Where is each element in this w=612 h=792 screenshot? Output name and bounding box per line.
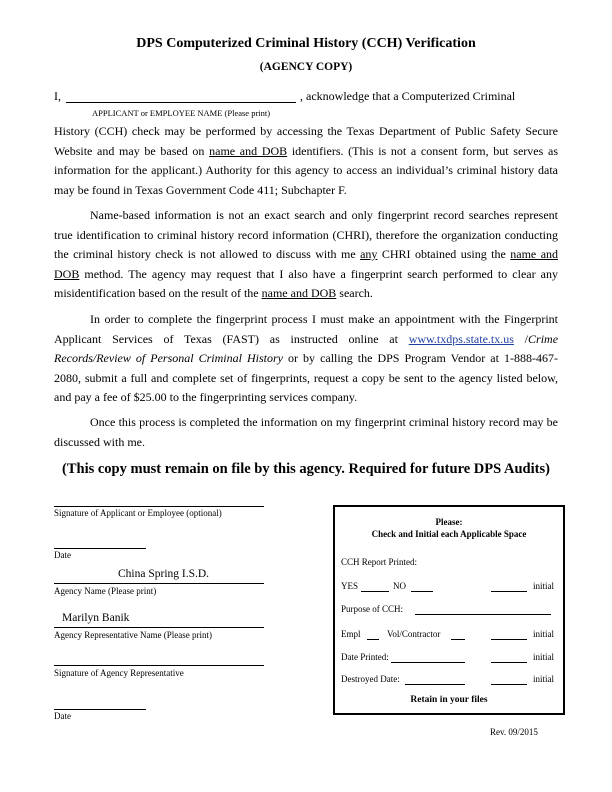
date-label-2: Date bbox=[54, 711, 71, 721]
rep-signature-line[interactable] bbox=[54, 665, 264, 666]
rep-name-value[interactable]: Marilyn Banik bbox=[62, 612, 130, 624]
yes-label: YES bbox=[341, 581, 359, 591]
empl-field[interactable] bbox=[367, 639, 379, 640]
purpose-field[interactable] bbox=[415, 614, 551, 615]
box-title-1: Please: bbox=[435, 517, 463, 527]
initial-label-2: initial bbox=[533, 629, 554, 639]
rep-name-line bbox=[54, 627, 264, 628]
vol-field[interactable] bbox=[451, 639, 465, 640]
retention-notice: (This copy must remain on file by this agency. Required for future DPS Audits) bbox=[62, 461, 550, 477]
box-title-2: Check and Initial each Applicable Space bbox=[371, 529, 527, 539]
paragraph-4: Once this process is completed the information on my fingerprint criminal history record may be discussed with me. bbox=[54, 415, 558, 449]
initial-label-1: initial bbox=[533, 581, 554, 591]
paragraph-2: Name-based information is not an exact search and only fingerprint record searches represent true identification to criminal history record information (CHRI), therefore the organization conducting the criminal history check is not allowed to discuss with me any CHRI obtained using the name and DOB method. The agency may request that I also have a fingerprint search performed to clear any misidentification based on the result of the name and DOB search. bbox=[54, 208, 559, 300]
agency-checklist-box bbox=[333, 505, 565, 715]
destroyed-field[interactable] bbox=[405, 684, 465, 685]
intro-suffix: , acknowledge that a Computerized Criminal bbox=[300, 89, 516, 103]
agency-name-label: Agency Name (Please print) bbox=[54, 586, 157, 596]
rep-signature-label: Signature of Agency Representative bbox=[54, 668, 184, 678]
vol-label: Vol/Contractor bbox=[387, 629, 441, 639]
initial-field-1[interactable] bbox=[491, 591, 527, 592]
no-field[interactable] bbox=[411, 591, 433, 592]
rep-name-label: Agency Representative Name (Please print) bbox=[54, 630, 212, 640]
paragraph-1: History (CCH) check may be performed by accessing the Texas Department of Public Safety Secure Website and may be based on name and DOB identifiers. (This is not a consent form, but serves as information for the applicant.) Authority for this agency to access an individual’s criminal history data may be found in Texas Government Code 411; Subchapter F. bbox=[54, 124, 558, 197]
initial-field-2[interactable] bbox=[491, 639, 527, 640]
dps-website-link[interactable]: www.txdps.state.tx.us bbox=[408, 331, 514, 346]
date-line-1[interactable] bbox=[54, 548, 146, 549]
intro-line bbox=[54, 89, 61, 104]
paragraph-3: In order to complete the fingerprint process I must make an appointment with the Fingerprint Applicant Services of Texas (FAST) as instructed online at www.txdps.state.tx.us /Crime Records/Review of Personal Criminal History or by calling the DPS Program Vendor at 1-888-467-2080, submit a full and complete set of fingerprints, request a copy be sent to the agency listed below, and pay a fee of $25.00 to the fingerprinting services company. bbox=[54, 312, 559, 404]
date-printed-label: Date Printed: bbox=[341, 652, 389, 662]
purpose-label: Purpose of CCH: bbox=[341, 604, 404, 614]
date-label-1: Date bbox=[54, 550, 71, 560]
date-line-2[interactable] bbox=[54, 709, 146, 710]
cch-printed-label: CCH Report Printed: bbox=[341, 557, 417, 567]
intro-prefix: I, bbox=[54, 89, 61, 103]
agency-name-value[interactable]: China Spring I.S.D. bbox=[118, 568, 210, 580]
initial-label-4: initial bbox=[533, 674, 554, 684]
applicant-name-field[interactable] bbox=[66, 102, 296, 103]
applicant-signature-line[interactable] bbox=[54, 506, 264, 507]
form-title: DPS Computerized Criminal History (CCH) Verification bbox=[136, 36, 476, 51]
applicant-signature-label: Signature of Applicant or Employee (optional) bbox=[54, 508, 222, 518]
retain-note: Retain in your files bbox=[410, 695, 488, 705]
date-printed-field[interactable] bbox=[391, 662, 465, 663]
destroyed-label: Destroyed Date: bbox=[341, 674, 400, 684]
empl-label: Empl bbox=[341, 629, 361, 639]
agency-name-line bbox=[54, 583, 264, 584]
form-subtitle: (AGENCY COPY) bbox=[259, 61, 353, 73]
initial-field-3[interactable] bbox=[491, 662, 527, 663]
revision-date: Rev. 09/2015 bbox=[490, 727, 538, 737]
initial-label-3: initial bbox=[533, 652, 554, 662]
initial-field-4[interactable] bbox=[491, 684, 527, 685]
applicant-name-label: APPLICANT or EMPLOYEE NAME (Please print) bbox=[92, 108, 271, 118]
yes-field[interactable] bbox=[361, 591, 389, 592]
no-label: NO bbox=[393, 581, 406, 591]
